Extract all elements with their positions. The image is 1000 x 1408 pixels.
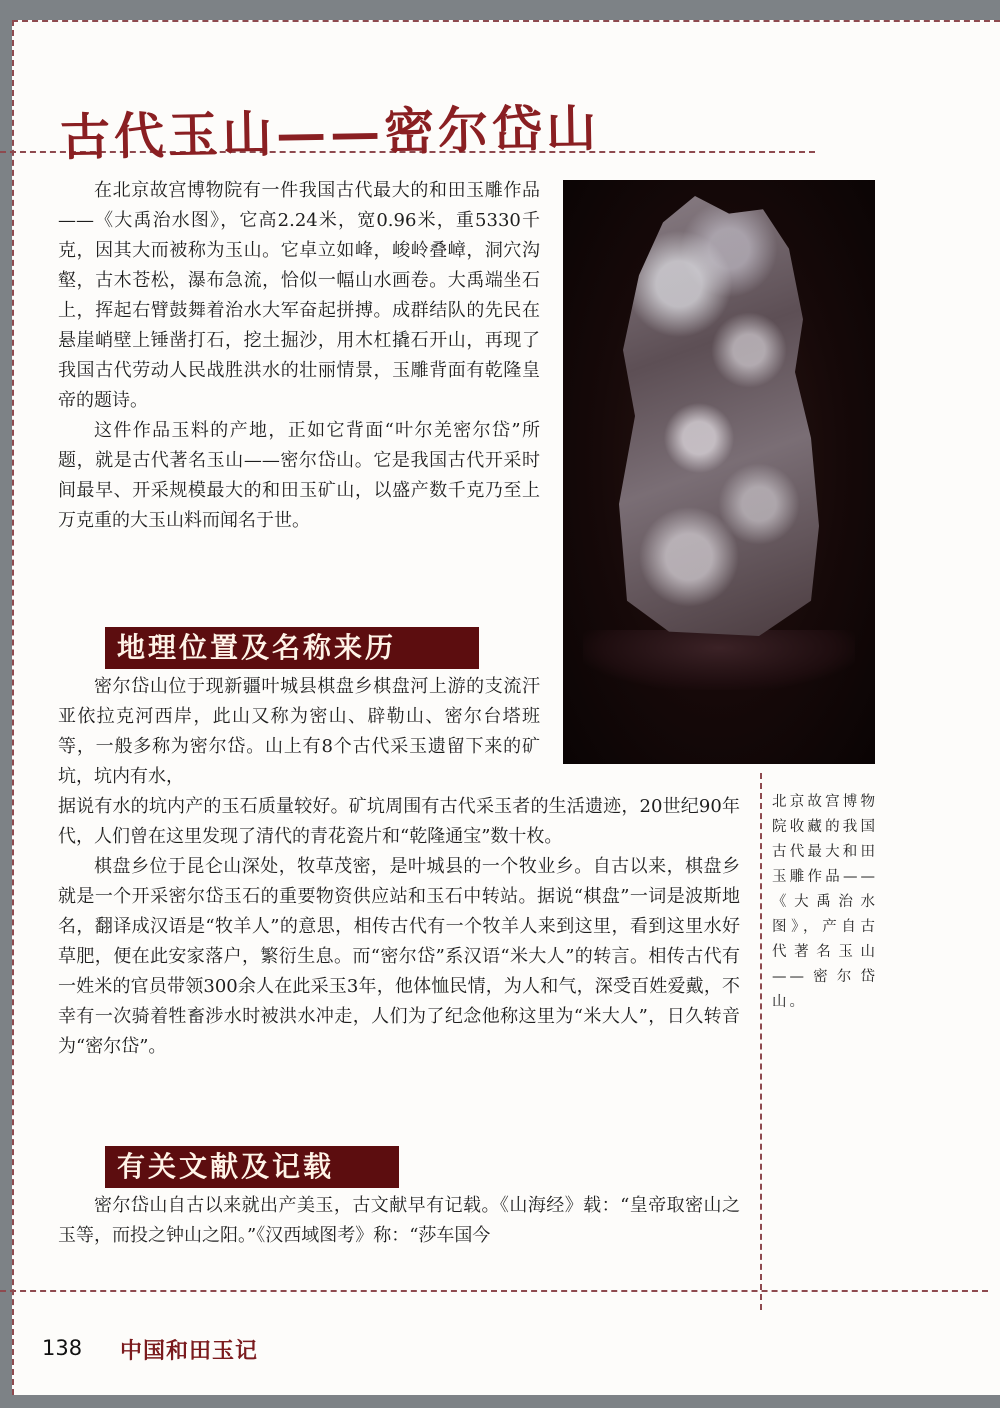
geography-text-narrow: [58, 672, 540, 792]
documents-paragraph: 密尔岱山自古以来就出产美玉，古文献早有记载。《山海经》载：“皇帝取密山之玉等，而投之钟山之阳。”《汉西域图考》称：“莎车国今: [58, 1195, 740, 1246]
geography-paragraph-1b: 据说有水的坑内产的玉石质量较好。矿坑周围有古代采玉者的生活遗迹，20世纪90年代，人们曾在这里发现了清代的青花瓷片和“乾隆通宝”数十枚。: [58, 796, 740, 847]
photo-caption: 北京故宫博物院收藏的我国古代最大和田玉雕作品——《大禹治水图》，产自古代著名玉山——密尔岱山。: [772, 794, 878, 1010]
jade-stand: [583, 630, 855, 690]
footer-divider: [0, 1290, 988, 1292]
jade-mountain-photo: [563, 180, 875, 764]
intro-text: [58, 176, 540, 536]
page-number: 138: [42, 1336, 83, 1360]
jade-sculpture: [619, 196, 819, 636]
intro-paragraph-2: 这件作品玉料的产地，正如它背面“叶尔羌密尔岱”所题，就是古代著名玉山——密尔岱山。它是我国古代开采时间最早、开采规模最大的和田玉矿山，以盛产数千克乃至上万克重的大玉山料而闻名于世。: [58, 420, 540, 531]
book-title: 中国和田玉记: [120, 1338, 259, 1364]
documents-text: [58, 1191, 740, 1251]
page-title: 古代玉山——密尔岱山: [59, 98, 601, 167]
geography-paragraph-2: 棋盘乡位于昆仑山深处，牧草茂密，是叶城县的一个牧业乡。自古以来，棋盘乡就是一个开采密尔岱玉石的重要物资供应站和玉石中转站。据说“棋盘”一词是波斯地名，翻译成汉语是“牧羊人”的意思，相传古代有一个牧羊人来到这里，看到这里水好草肥，便在此安家落户，繁衍生息。而“密尔岱”系汉语“米大人”的转言。相传古代有一姓米的官员带领300余人在此采玉3年，他体恤民情，为人和气，深受百姓爱戴，不幸有一次骑着牲畜涉水时被洪水冲走，人们为了纪念他称这里为“米大人”，日久转音为“密尔岱”。: [58, 856, 740, 1057]
geography-text-wide: [58, 792, 740, 1062]
section-heading-documents: 有关文献及记载: [105, 1146, 399, 1188]
section-heading-geography: 地理位置及名称来历: [105, 627, 479, 669]
intro-paragraph-1: 在北京故宫博物院有一件我国古代最大的和田玉雕作品——《大禹治水图》，它高2.24米，宽0.96米，重5330千克，因其大而被称为玉山。它卓立如峰，峻岭叠嶂，洞穴沟壑，古木苍松，瀑布急流，恰似一幅山水画卷。大禹端坐石上，挥起右臂鼓舞着治水大军奋起拼搏。成群结队的先民在悬崖峭壁上锤凿打石，挖土掘沙，用木杠撬石开山，再现了我国古代劳动人民战胜洪水的壮丽情景，玉雕背面有乾隆皇帝的题诗。: [58, 180, 540, 411]
geography-paragraph-1a: 密尔岱山位于现新疆叶城县棋盘乡棋盘河上游的支流汗亚依拉克河西岸，此山又称为密山、辟勒山、密尔台塔班等，一般多称为密尔岱。山上有8个古代采玉遗留下来的矿坑，坑内有水，: [58, 676, 540, 787]
